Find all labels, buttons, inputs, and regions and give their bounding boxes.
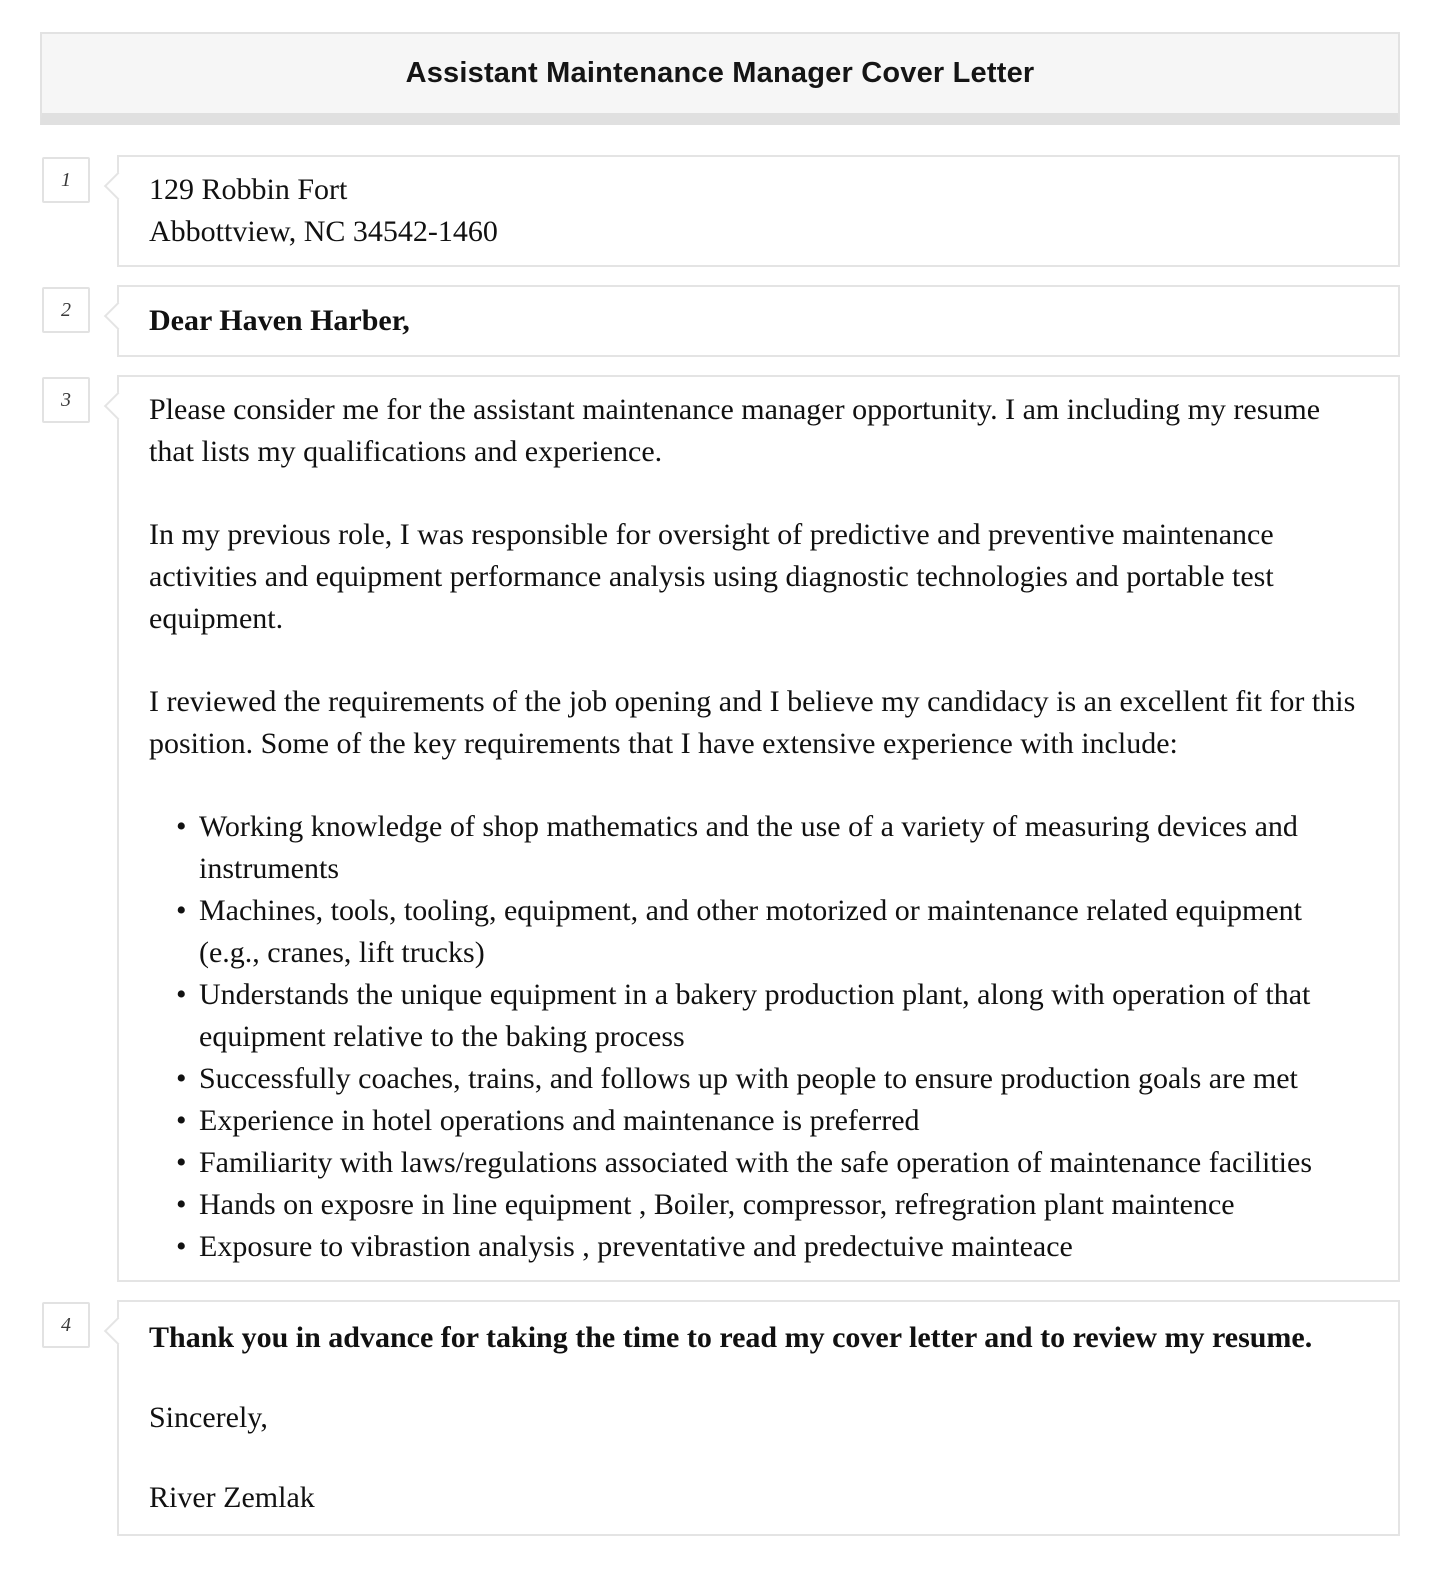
salutation-text: Dear Haven Harber,: [149, 304, 410, 337]
requirement-item: • Working knowledge of shop mathematics and the use of a variety of measuring devices and instruments: [149, 806, 1368, 890]
requirement-item: • Machines, tools, tooling, equipment, and other motorized or maintenance related equipment (e.g., cranes, lift trucks): [149, 890, 1368, 974]
requirement-item: • Familiarity with laws/regulations associated with the safe operation of maintenance facilities: [149, 1142, 1368, 1184]
section-sender-address: [40, 155, 1400, 267]
page-title: Assistant Maintenance Manager Cover Letter: [405, 57, 1035, 89]
section-number-label: 4: [61, 1313, 71, 1336]
requirement-item: • Hands on exposre in line equipment , Boiler, compressor, refregration plant maintence: [149, 1184, 1368, 1226]
sender-address-box: [117, 155, 1400, 267]
section-number-badge-2: [42, 287, 90, 333]
section-number-badge-3: [42, 377, 90, 423]
section-number-label: 2: [61, 298, 71, 321]
body-paragraph-2: In my previous role, I was responsible for oversight of predictive and preventive maintenance activities and equipment performance analysis using diagnostic technologies and portable test equipment.: [149, 518, 1274, 635]
section-letter-body: [40, 375, 1400, 1282]
page-header: [40, 32, 1400, 125]
requirement-item: • Understands the unique equipment in a bakery production plant, along with operation of that equipment relative to the baking process: [149, 974, 1368, 1058]
section-number-badge-1: [42, 157, 90, 203]
body-paragraph-1: Please consider me for the assistant maintenance manager opportunity. I am including my resume that lists my qualifications and experience.: [149, 393, 1321, 468]
closing-box: [117, 1300, 1400, 1536]
letter-body-box: [117, 375, 1400, 1282]
section-number-badge-4: [42, 1302, 90, 1348]
address-line-1: 129 Robbin Fort: [149, 173, 348, 206]
closing-thanks: Thank you in advance for taking the time to read my cover letter and to review my resume.: [149, 1321, 1313, 1354]
closing-signature: River Zemlak: [149, 1481, 315, 1514]
section-salutation: [40, 285, 1400, 357]
section-number-label: 3: [61, 388, 71, 411]
requirements-list: [149, 806, 1368, 1268]
salutation-box: [117, 285, 1400, 357]
requirement-item: • Experience in hotel operations and maintenance is preferred: [149, 1100, 1368, 1142]
section-closing: [40, 1300, 1400, 1536]
letter-sections: [40, 155, 1400, 1536]
requirement-item: • Successfully coaches, trains, and follows up with people to ensure production goals are met: [149, 1058, 1368, 1100]
address-line-2: Abbottview, NC 34542-1460: [149, 215, 498, 248]
closing-sign-off: Sincerely,: [149, 1401, 268, 1434]
section-number-label: 1: [61, 168, 71, 191]
body-paragraph-3: I reviewed the requirements of the job opening and I believe my candidacy is an excellent fit for this position. Some of the key requirements that I have extensive experience with include:: [149, 685, 1356, 760]
requirement-item: • Exposure to vibrastion analysis , preventative and predectuive mainteace: [149, 1226, 1368, 1268]
